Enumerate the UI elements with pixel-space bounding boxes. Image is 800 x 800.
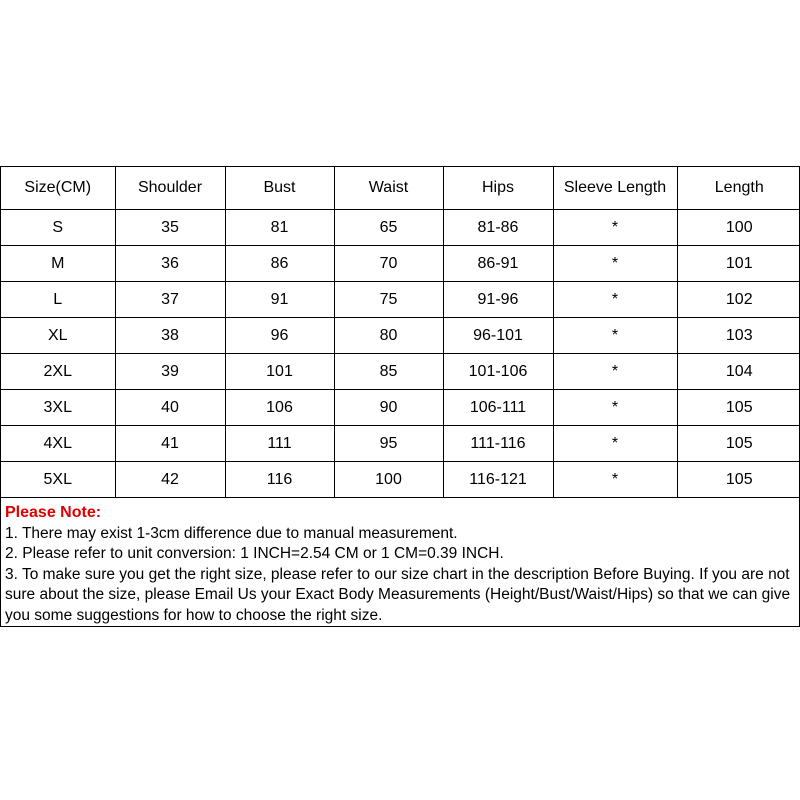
cell-hips: 86-91: [443, 246, 553, 282]
cell-hips: 81-86: [443, 210, 553, 246]
cell-shoulder: 40: [115, 390, 225, 426]
cell-hips: 91-96: [443, 282, 553, 318]
cell-waist: 70: [334, 246, 443, 282]
header-size: Size(CM): [1, 167, 115, 210]
cell-bust: 96: [225, 318, 334, 354]
cell-bust: 106: [225, 390, 334, 426]
cell-waist: 95: [334, 426, 443, 462]
cell-waist: 100: [334, 462, 443, 498]
table-row: [1, 318, 800, 354]
cell-bust: 86: [225, 246, 334, 282]
cell-length: 105: [677, 390, 800, 426]
cell-sleeve-length: *: [553, 390, 677, 426]
cell-sleeve-length: *: [553, 426, 677, 462]
cell-sleeve-length: *: [553, 318, 677, 354]
cell-sleeve-length: *: [553, 246, 677, 282]
cell-length: 105: [677, 462, 800, 498]
cell-length: 103: [677, 318, 800, 354]
header-sleeve-length: Sleeve Length: [553, 167, 677, 210]
cell-shoulder: 42: [115, 462, 225, 498]
size-table: [1, 167, 800, 498]
notes-title: Please Note:: [5, 504, 102, 521]
cell-size: L: [1, 282, 115, 318]
header-bust: Bust: [225, 167, 334, 210]
cell-sleeve-length: *: [553, 354, 677, 390]
cell-size: M: [1, 246, 115, 282]
note-item-3: 3. To make sure you get the right size, please refer to our size chart in the description Before Buying. If you are not sure about the size, please Email Us your Exact Body Measurements (Height/Bust/Waist/Hips) so that we can give you some suggestions for how to choose the right size.: [5, 565, 791, 624]
table-row: [1, 354, 800, 390]
cell-shoulder: 35: [115, 210, 225, 246]
cell-length: 100: [677, 210, 800, 246]
header-shoulder: Shoulder: [115, 167, 225, 210]
cell-size: XL: [1, 318, 115, 354]
cell-hips: 96-101: [443, 318, 553, 354]
cell-length: 101: [677, 246, 800, 282]
cell-hips: 116-121: [443, 462, 553, 498]
header-waist: Waist: [334, 167, 443, 210]
header-row: [1, 167, 800, 210]
header-length: Length: [677, 167, 800, 210]
cell-hips: 101-106: [443, 354, 553, 390]
table-row: [1, 246, 800, 282]
cell-bust: 111: [225, 426, 334, 462]
cell-waist: 85: [334, 354, 443, 390]
cell-size: S: [1, 210, 115, 246]
cell-size: 3XL: [1, 390, 115, 426]
cell-length: 102: [677, 282, 800, 318]
cell-bust: 101: [225, 354, 334, 390]
note-item-1: 1. There may exist 1-3cm difference due to manual measurement.: [5, 524, 458, 542]
cell-waist: 75: [334, 282, 443, 318]
cell-size: 2XL: [1, 354, 115, 390]
cell-size: 4XL: [1, 426, 115, 462]
size-chart: [0, 166, 800, 627]
notes-section: [1, 498, 799, 626]
table-row: [1, 462, 800, 498]
table-row: [1, 282, 800, 318]
cell-shoulder: 41: [115, 426, 225, 462]
cell-hips: 106-111: [443, 390, 553, 426]
cell-waist: 80: [334, 318, 443, 354]
cell-shoulder: 37: [115, 282, 225, 318]
cell-hips: 111-116: [443, 426, 553, 462]
cell-sleeve-length: *: [553, 462, 677, 498]
cell-shoulder: 39: [115, 354, 225, 390]
table-row: [1, 390, 800, 426]
cell-bust: 116: [225, 462, 334, 498]
table-row: [1, 210, 800, 246]
note-item-2: 2. Please refer to unit conversion: 1 INCH=2.54 CM or 1 CM=0.39 INCH.: [5, 545, 504, 562]
cell-shoulder: 36: [115, 246, 225, 282]
table-row: [1, 426, 800, 462]
cell-waist: 65: [334, 210, 443, 246]
cell-sleeve-length: *: [553, 282, 677, 318]
cell-length: 105: [677, 426, 800, 462]
header-hips: Hips: [443, 167, 553, 210]
cell-size: 5XL: [1, 462, 115, 498]
cell-length: 104: [677, 354, 800, 390]
cell-sleeve-length: *: [553, 210, 677, 246]
cell-bust: 81: [225, 210, 334, 246]
cell-waist: 90: [334, 390, 443, 426]
cell-shoulder: 38: [115, 318, 225, 354]
cell-bust: 91: [225, 282, 334, 318]
